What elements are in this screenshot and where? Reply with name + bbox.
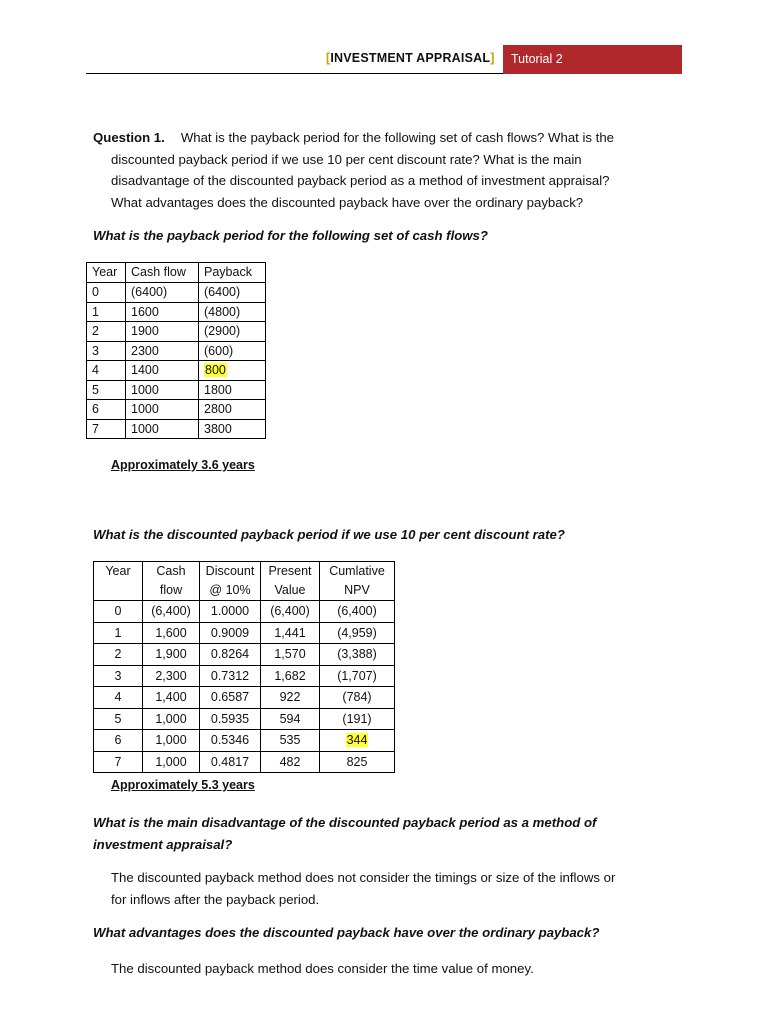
table-row — [87, 283, 266, 303]
question-text-line: What is the payback period for the following set of cash flows? What is the — [180, 130, 615, 145]
table-cell — [94, 687, 143, 709]
cell-value: 1000 — [131, 402, 159, 416]
table-cell — [143, 644, 200, 666]
header-bracket-close: ] — [490, 51, 495, 65]
cell-value: 2,300 — [155, 668, 187, 683]
table-row — [94, 644, 395, 666]
question-text-line: What advantages does the discounted payback have over the ordinary payback? — [111, 194, 584, 210]
cell-value: 594 — [279, 711, 301, 726]
table-cell — [143, 708, 200, 730]
cell-value: 1 — [114, 625, 122, 640]
cell-value: 1,000 — [155, 754, 187, 769]
table-cell — [320, 644, 395, 666]
table-cell — [199, 302, 266, 322]
table-cell — [87, 341, 126, 361]
table-cell — [143, 730, 200, 752]
cell-value: 1,600 — [155, 625, 187, 640]
table-cell — [143, 751, 200, 773]
table-cell — [320, 665, 395, 687]
table-row — [87, 322, 266, 342]
table-cell — [320, 622, 395, 644]
cell-value: 0.4817 — [210, 754, 250, 769]
table-cell — [200, 687, 261, 709]
column-header: Discount @ 10% — [200, 562, 261, 601]
cell-value: 3 — [92, 343, 99, 358]
cell-value: (6,400) — [270, 604, 310, 618]
cell-value: 2300 — [131, 343, 159, 358]
question-text-line: discounted payback period if we use 10 per cent discount rate? What is the main — [111, 151, 582, 167]
cell-value: (191) — [342, 711, 372, 726]
cell-value: 2 — [114, 647, 122, 661]
column-header: Year — [94, 562, 143, 601]
table-cell — [199, 322, 266, 342]
cell-value: 4 — [114, 690, 122, 704]
column-header: Year — [87, 263, 126, 283]
table-row — [94, 751, 395, 773]
cell-value: 922 — [279, 690, 301, 704]
disadvantage-heading — [93, 812, 596, 856]
table-cell — [126, 400, 199, 420]
table-cell — [320, 708, 395, 730]
question-label: Question 1. — [93, 130, 165, 145]
cell-value: 6 — [114, 733, 122, 747]
table-cell — [200, 644, 261, 666]
table-row — [87, 341, 266, 361]
table-cell — [320, 601, 395, 623]
table-cell — [200, 751, 261, 773]
table-row — [94, 708, 395, 730]
advantage-answer: The discounted payback method does consider the time value of money. — [111, 961, 534, 976]
header-rule — [86, 73, 503, 74]
table-cell — [200, 730, 261, 752]
table-cell — [143, 665, 200, 687]
question-text-line: disadvantage of the discounted payback period as a method of investment appraisal? — [111, 173, 610, 189]
table-row — [87, 380, 266, 400]
header-bracket-open: [ — [326, 51, 331, 65]
table-cell — [199, 283, 266, 303]
table-cell — [200, 665, 261, 687]
table-cell — [126, 380, 199, 400]
table-cell — [261, 644, 320, 666]
cell-value: 2800 — [204, 402, 232, 416]
table-row — [94, 730, 395, 752]
table-cell — [126, 341, 199, 361]
cell-value: (3,388) — [337, 647, 377, 661]
question-line-1 — [93, 127, 693, 149]
table-cell — [261, 751, 320, 773]
column-header: Cash flow — [143, 562, 200, 601]
cell-value: 0.8264 — [210, 647, 250, 661]
discounted-payback-result: Approximately 5.3 years — [111, 778, 255, 792]
heading-line: investment appraisal? — [93, 837, 233, 852]
cell-value: 1900 — [131, 324, 159, 338]
table-cell — [126, 322, 199, 342]
cell-value: 1,570 — [274, 647, 306, 661]
cell-value: 344 — [346, 733, 368, 747]
table-cell — [87, 302, 126, 322]
table-row — [94, 665, 395, 687]
cell-value: 1,000 — [155, 733, 187, 747]
cell-value: 0.7312 — [210, 668, 250, 683]
table-cell — [94, 751, 143, 773]
table-cell — [200, 622, 261, 644]
table-cell — [261, 708, 320, 730]
cell-value: 1 — [92, 304, 99, 319]
cell-value: 0.5346 — [210, 733, 250, 747]
table-cell — [87, 419, 126, 439]
cell-value: 1,000 — [155, 711, 187, 726]
table-cell — [94, 708, 143, 730]
table-cell — [261, 687, 320, 709]
table-cell — [94, 622, 143, 644]
document-header-title — [326, 51, 495, 65]
cell-value: 3800 — [204, 421, 232, 436]
table-cell — [126, 302, 199, 322]
table-header-row — [94, 562, 395, 601]
cell-value: 1,900 — [155, 647, 187, 661]
cell-value: 6 — [92, 402, 99, 416]
cell-value: 1400 — [131, 363, 159, 377]
table-cell — [87, 283, 126, 303]
cell-value: 1000 — [131, 382, 159, 397]
table-cell — [126, 361, 199, 381]
cell-value: 7 — [92, 421, 99, 436]
question-block — [93, 127, 693, 213]
column-header: Payback — [199, 263, 266, 283]
table-cell — [199, 419, 266, 439]
cell-value: 3 — [114, 668, 122, 683]
answer-line: for inflows after the payback period. — [111, 892, 320, 907]
header-title-text: INVESTMENT APPRAISAL — [330, 51, 491, 65]
header-tab: Tutorial 2 — [503, 45, 682, 74]
table-cell — [199, 400, 266, 420]
table-cell — [94, 601, 143, 623]
cell-value: 1000 — [131, 421, 159, 436]
column-header: Present Value — [261, 562, 320, 601]
table-row — [94, 687, 395, 709]
cell-value: 5 — [92, 382, 99, 397]
cell-value: (6,400) — [151, 604, 191, 618]
cell-value: (600) — [204, 343, 234, 358]
cell-value: 535 — [279, 733, 301, 747]
cell-value: (6400) — [204, 285, 241, 299]
cell-value: 7 — [114, 754, 122, 769]
cell-value: 5 — [114, 711, 122, 726]
cell-value: 4 — [92, 363, 99, 377]
table-cell — [320, 751, 395, 773]
cell-value: 825 — [346, 754, 368, 769]
answer-line: The discounted payback method does not consider the timings or size of the inflows or — [111, 870, 616, 885]
table-header-row — [87, 263, 266, 283]
table-cell — [200, 601, 261, 623]
cell-value: 0.5935 — [210, 711, 250, 726]
cell-value: (4800) — [204, 304, 241, 319]
table-cell — [126, 283, 199, 303]
table-cell — [199, 341, 266, 361]
cell-value: 1,441 — [274, 625, 306, 640]
table-cell — [200, 708, 261, 730]
payback-heading: What is the payback period for the following set of cash flows? — [93, 228, 488, 243]
table-cell — [94, 730, 143, 752]
table-cell — [94, 644, 143, 666]
table-cell — [87, 380, 126, 400]
cell-value: (6400) — [131, 285, 168, 299]
column-header: Cash flow — [126, 263, 199, 283]
table-cell — [199, 380, 266, 400]
cell-value: 1.0000 — [210, 604, 250, 618]
table-row — [87, 361, 266, 381]
cell-value: 1,682 — [274, 668, 306, 683]
table-row — [87, 400, 266, 420]
table-row — [94, 601, 395, 623]
table-cell — [143, 601, 200, 623]
cell-value: 482 — [279, 754, 301, 769]
advantage-heading: What advantages does the discounted payback have over the ordinary payback? — [93, 925, 600, 940]
table-cell — [261, 601, 320, 623]
table-row — [94, 622, 395, 644]
table-cell — [143, 622, 200, 644]
cell-value: 0.6587 — [210, 690, 250, 704]
cell-value: 0.9009 — [210, 625, 250, 640]
payback-result: Approximately 3.6 years — [111, 458, 255, 472]
discounted-payback-table — [93, 561, 395, 773]
heading-line: What is the main disadvantage of the discounted payback period as a method of — [93, 815, 597, 830]
table-cell — [87, 400, 126, 420]
table-cell — [94, 665, 143, 687]
cell-value: 0 — [114, 604, 122, 618]
table-cell — [87, 361, 126, 381]
table-cell — [261, 665, 320, 687]
cell-value: 2 — [92, 324, 99, 338]
cell-value: (784) — [342, 690, 372, 704]
table-cell — [320, 687, 395, 709]
cell-value: (6,400) — [337, 604, 377, 618]
disadvantage-answer — [111, 867, 671, 911]
cell-value: 800 — [205, 363, 226, 377]
cell-value: (4,959) — [337, 625, 377, 640]
cell-value: 0 — [92, 285, 99, 299]
table-cell — [87, 322, 126, 342]
table-row — [87, 302, 266, 322]
table-cell — [320, 730, 395, 752]
cell-value: 1600 — [131, 304, 159, 319]
cell-value: (1,707) — [337, 668, 377, 683]
table-cell — [199, 361, 266, 381]
table-cell — [261, 622, 320, 644]
table-row — [87, 419, 266, 439]
column-header: Cumlative NPV — [320, 562, 395, 601]
table-cell — [261, 730, 320, 752]
payback-table — [86, 262, 266, 439]
cell-value: 1,400 — [155, 690, 187, 704]
table-cell — [143, 687, 200, 709]
discounted-payback-heading: What is the discounted payback period if we use 10 per cent discount rate? — [93, 527, 565, 542]
cell-value: 1800 — [204, 382, 232, 397]
cell-value: (2900) — [204, 324, 241, 338]
table-cell — [126, 419, 199, 439]
